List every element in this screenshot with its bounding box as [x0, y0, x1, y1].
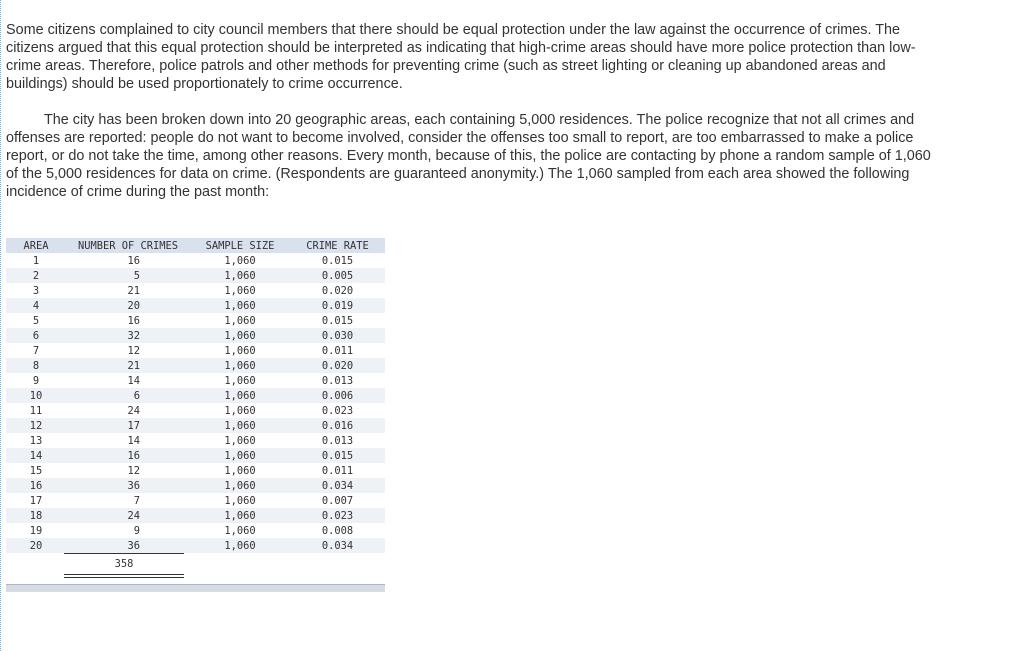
crime-rate-cell: 0.020: [290, 358, 385, 373]
crime-rate-cell: 0.008: [321, 524, 354, 537]
crimes-cell: 24: [127, 404, 140, 417]
table-row: [6, 508, 385, 523]
column-header-crime-rate: CRIME RATE: [290, 238, 385, 253]
crimes-cell: 36: [66, 478, 190, 493]
crimes-cell: 16: [127, 254, 140, 267]
sample-size-cell: 1,060: [224, 254, 256, 267]
area-cell: 16: [6, 478, 66, 493]
crimes-cell: 7: [133, 494, 140, 507]
table-row: [6, 478, 385, 493]
sample-size-cell: 1,060: [224, 434, 256, 447]
table-row: [6, 313, 385, 328]
crime-rate-cell: 0.015: [321, 254, 354, 267]
crimes-cell: 36: [66, 538, 190, 553]
total-crimes: 358: [114, 558, 134, 570]
area-cell: 2: [6, 268, 66, 283]
left-border-rule: [0, 0, 1, 651]
area-cell: 14: [6, 448, 66, 463]
sample-size-cell: 1,060: [190, 538, 290, 553]
table-row: [6, 433, 385, 448]
crime-rate-cell: 0.034: [290, 538, 385, 553]
sample-size-cell: 1,060: [190, 478, 290, 493]
crime-rate-cell: 0.005: [290, 268, 385, 283]
sample-size-cell: 1,060: [190, 388, 290, 403]
crime-rate-cell: 0.019: [290, 298, 385, 313]
crimes-cell: 32: [66, 328, 190, 343]
crimes-cell: 14: [127, 374, 140, 387]
column-header-sample-size: SAMPLE SIZE: [190, 238, 290, 253]
crime-table: [6, 238, 385, 553]
sample-size-cell: 1,060: [224, 404, 256, 417]
table-row: [6, 328, 385, 343]
horizontal-scrollbar[interactable]: [6, 584, 385, 592]
crimes-cell: 20: [66, 298, 190, 313]
table-row: [6, 343, 385, 358]
sample-size-cell: 1,060: [224, 464, 256, 477]
sample-size-cell: 1,060: [224, 344, 256, 357]
crime-rate-cell: 0.034: [290, 478, 385, 493]
sample-size-cell: 1,060: [224, 314, 256, 327]
area-cell: 9: [32, 374, 40, 387]
crime-rate-cell: 0.007: [321, 494, 354, 507]
crime-rate-cell: 0.030: [290, 328, 385, 343]
area-cell: 4: [6, 298, 66, 313]
crime-rate-cell: 0.006: [290, 388, 385, 403]
table-row: [6, 538, 385, 553]
table-row: [6, 403, 385, 418]
area-cell: 6: [6, 328, 66, 343]
crime-rate-cell: 0.020: [321, 284, 354, 297]
table-row: [6, 493, 385, 508]
crimes-cell: 24: [66, 508, 190, 523]
sample-size-cell: 1,060: [190, 448, 290, 463]
context-paragraph: The city has been broken down into 20 geographic areas, each containing 5,000 residences. The police recognize that not all crimes and offenses are reported: people do not want to become involved, consider the offenses too small to report, are too embarrassed to make a police report, or do not take the time, among other reasons. Every month, because of this, the police are contacting by phone a random sample of 1,060 of the 5,000 residences for data on crime. (Respondents are guaranteed anonymity.) The 1,060 sampled from each area showed the following incidence of crime during the past month:: [6, 112, 931, 200]
table-row: [6, 418, 385, 433]
sample-size-cell: 1,060: [190, 268, 290, 283]
crimes-cell: 12: [127, 464, 140, 477]
sample-size-cell: 1,060: [190, 298, 290, 313]
crime-rate-cell: 0.011: [321, 344, 354, 357]
crimes-cell: 16: [66, 448, 190, 463]
column-header-number-of-crimes: NUMBER OF CRIMES: [66, 238, 190, 253]
table-row: [6, 358, 385, 373]
column-header-area: AREA: [6, 238, 66, 253]
sample-size-cell: 1,060: [224, 284, 256, 297]
crime-rate-cell: 0.016: [290, 418, 385, 433]
table-row: [6, 268, 385, 283]
area-cell: 18: [6, 508, 66, 523]
crime-rate-cell: 0.023: [290, 508, 385, 523]
area-cell: 15: [29, 464, 43, 477]
area-cell: 3: [32, 284, 40, 297]
total-rule-top: [64, 553, 184, 554]
problem-text: [6, 21, 936, 201]
table-row: [6, 388, 385, 403]
table-row: [6, 373, 385, 388]
crimes-cell: 6: [66, 388, 190, 403]
table-body: [6, 253, 385, 553]
crime-rate-cell: 0.015: [290, 448, 385, 463]
crimes-cell: 17: [66, 418, 190, 433]
area-cell: 13: [29, 434, 43, 447]
sample-size-cell: 1,060: [224, 374, 256, 387]
table-row: [6, 283, 385, 298]
sample-size-cell: 1,060: [190, 418, 290, 433]
crimes-cell: 21: [66, 358, 190, 373]
crime-rate-cell: 0.015: [321, 314, 354, 327]
area-cell: 5: [32, 314, 40, 327]
table-header-row: [6, 238, 385, 253]
area-cell: 12: [6, 418, 66, 433]
area-cell: 19: [29, 524, 43, 537]
sample-size-cell: 1,060: [224, 524, 256, 537]
crime-rate-cell: 0.013: [321, 374, 354, 387]
area-cell: 11: [29, 404, 43, 417]
crimes-cell: 9: [133, 524, 140, 537]
table-row: [6, 448, 385, 463]
table-row: [6, 298, 385, 313]
crimes-cell: 12: [127, 344, 140, 357]
crimes-cell: 14: [127, 434, 140, 447]
sample-size-cell: 1,060: [190, 328, 290, 343]
crime-rate-cell: 0.013: [321, 434, 354, 447]
area-cell: 17: [29, 494, 43, 507]
table-row: [6, 523, 385, 538]
sample-size-cell: 1,060: [190, 358, 290, 373]
sample-size-cell: 1,060: [224, 494, 256, 507]
crimes-cell: 21: [127, 284, 140, 297]
crime-table-container: [6, 238, 385, 553]
total-rule-double: [64, 574, 184, 578]
crimes-cell: 5: [66, 268, 190, 283]
sample-size-cell: 1,060: [190, 508, 290, 523]
crimes-cell: 16: [127, 314, 140, 327]
area-cell: 1: [32, 254, 40, 267]
table-row: [6, 253, 385, 268]
intro-paragraph: Some citizens complained to city council members that there should be equal protection under the law against the occurrence of crimes. The citizens argued that this equal protection should be interpreted as indicating that high-crime areas should have more police protection than low-crime areas. Therefore, police patrols and other methods for preventing crime (such as street lighting or cleaning up abandoned areas and buildings) should be used proportionately to crime occurrence.: [6, 22, 916, 92]
crime-rate-cell: 0.023: [321, 404, 354, 417]
area-cell: 20: [6, 538, 66, 553]
area-cell: 10: [6, 388, 66, 403]
table-row: [6, 463, 385, 478]
area-cell: 8: [6, 358, 66, 373]
crime-rate-cell: 0.011: [321, 464, 354, 477]
area-cell: 7: [32, 344, 40, 357]
